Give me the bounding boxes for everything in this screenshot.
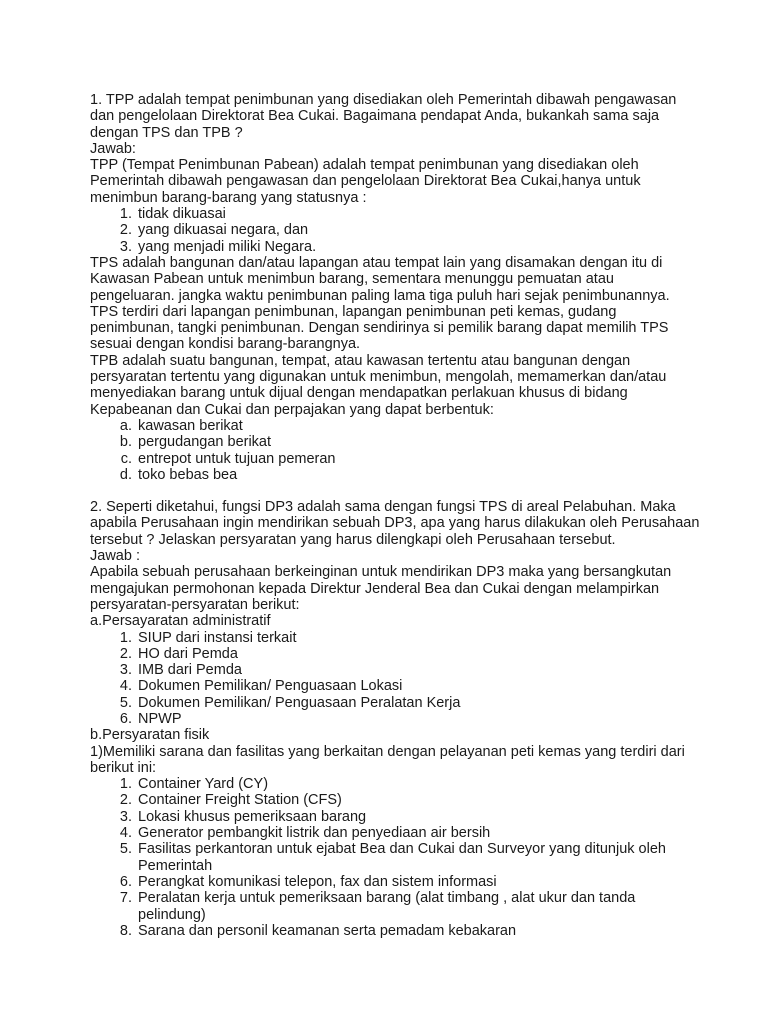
list-item-text: HO dari Pemda <box>138 645 238 662</box>
list-marker: 5. <box>119 841 132 858</box>
list-marker: c. <box>120 450 132 467</box>
list-marker: 3. <box>119 238 132 255</box>
list-marker: b. <box>119 434 132 451</box>
list-marker: 7. <box>119 890 132 907</box>
list-item-text: Dokumen Pemilikan/ Penguasaan Lokasi <box>138 678 403 695</box>
list-marker: 6. <box>119 710 132 727</box>
list-item <box>90 662 700 678</box>
list-item <box>90 890 700 923</box>
list-item <box>90 630 700 646</box>
list-marker: 1. <box>119 629 132 646</box>
physical-requirements-heading: b.Persyaratan fisik <box>90 727 210 744</box>
list-item <box>90 711 700 727</box>
list-item <box>90 451 700 467</box>
list-item <box>90 874 700 890</box>
list-item-text: Lokasi khusus pemeriksaan barang <box>138 808 367 825</box>
list-marker: 4. <box>119 825 132 842</box>
list-item <box>90 434 700 450</box>
list-marker: 3. <box>119 808 132 825</box>
list-item <box>90 206 700 222</box>
list-marker: 2. <box>119 222 132 239</box>
list-item-text: Perangkat komunikasi telepon, fax dan sistem informasi <box>138 873 497 890</box>
list-item-text: SIUP dari instansi terkait <box>138 629 297 646</box>
list-item-text: toko bebas bea <box>138 466 238 483</box>
list-marker: 8. <box>119 922 132 939</box>
physical-requirements-intro: 1)Memiliki sarana dan fasilitas yang berkaitan dengan pelayanan peti kemas yang terdiri dari berikut ini: <box>90 743 685 776</box>
list-marker: 5. <box>119 694 132 711</box>
list-item <box>90 239 700 255</box>
list-marker: d. <box>119 466 132 483</box>
question-1: 1. TPP adalah tempat penimbunan yang disediakan oleh Pemerintah dibawah pengawasan dan pengelolaan Direktorat Bea Cukai. Bagaimana pendapat Anda, bukankah sama saja dengan TPS dan TPB ? <box>90 92 677 141</box>
paragraph-spacer <box>90 483 700 499</box>
list-item-text: Generator pembangkit listrik dan penyediaan air bersih <box>138 825 491 842</box>
list-marker: 6. <box>119 873 132 890</box>
tpp-definition: TPP (Tempat Penimbunan Pabean) adalah tempat penimbunan yang disediakan oleh Pemerintah dibawah pengawasan dan pengelolaan Direktorat Bea Cukai,hanya untuk menimbun barang-barang yang statusnya : <box>90 157 641 206</box>
list-item-text: tidak dikuasai <box>138 206 226 223</box>
admin-requirements-heading: a.Persayaratan administratif <box>90 613 271 630</box>
list-item-text: IMB dari Pemda <box>138 662 242 679</box>
list-item-text: yang menjadi miliki Negara. <box>138 238 317 255</box>
list-item-text: Sarana dan personil keamanan serta pemadam kebakaran <box>138 922 517 939</box>
list-item-text: pergudangan berikat <box>138 434 272 451</box>
question-2: 2. Seperti diketahui, fungsi DP3 adalah sama dengan fungsi TPS di areal Pelabuhan. Maka apabila Perusahaan ingin mendirikan sebuah DP3, apa yang harus dilakukan oleh Perusahaan tersebut ? Jelaskan persyaratan yang harus dilengkapi oleh Perusahaan tersebut. <box>90 499 700 548</box>
list-item <box>90 646 700 662</box>
tps-definition: TPS adalah bangunan dan/atau lapangan atau tempat lain yang disamakan dengan itu di Kawasan Pabean untuk menimbun barang, sementara menunggu pemuatan atau pengeluaran. jangka waktu penimbunan paling lama tiga puluh hari sejak penimbunannya. TPS terdiri dari lapangan penimbunan, lapangan penimbunan peti kemas, gudang penimbunan, tangki penimbunan. Dengan sendirinya si pemilik barang dapat memilih TPS sesuai dengan kondisi barang-barangnya. <box>90 254 670 353</box>
list-marker: 1. <box>119 776 132 793</box>
admin-requirements-list <box>90 630 700 728</box>
list-item <box>90 678 700 694</box>
answer-label-2: Jawab : <box>90 548 140 565</box>
list-item-text: Container Yard (CY) <box>138 776 269 793</box>
list-item-text: Dokumen Pemilikan/ Penguasaan Peralatan Kerja <box>138 694 461 711</box>
list-marker: 4. <box>119 678 132 695</box>
tpb-forms-list <box>90 418 700 483</box>
list-marker: 2. <box>119 792 132 809</box>
list-item <box>90 467 700 483</box>
list-marker: 3. <box>119 662 132 679</box>
list-item <box>90 841 700 874</box>
list-marker: 2. <box>119 645 132 662</box>
list-item <box>90 923 700 939</box>
list-item-text: Fasilitas perkantoran untuk ejabat Bea dan Cukai dan Surveyor yang ditunjuk oleh Pemerintah <box>138 841 666 874</box>
list-marker: 1. <box>119 206 132 223</box>
list-item <box>90 776 700 792</box>
list-item-text: Peralatan kerja untuk pemeriksaan barang (alat timbang , alat ukur dan tanda pelindung) <box>138 890 636 923</box>
list-item <box>90 825 700 841</box>
list-item <box>90 418 700 434</box>
dp3-answer-intro: Apabila sebuah perusahaan berkeinginan untuk mendirikan DP3 maka yang bersangkutan mengajukan permohonan kepada Direktur Jenderal Bea dan Cukai dengan melampirkan persyaratan-persyaratan berikut: <box>90 564 672 613</box>
tpb-definition: TPB adalah suatu bangunan, tempat, atau kawasan tertentu atau bangunan dengan persyaratan tertentu yang digunakan untuk menimbun, mengolah, memamerkan dan/atau menyediakan barang untuk dijual dengan mendapatkan perlakuan khusus di bidang Kepabeanan dan Cukai dan perpajakan yang dapat berbentuk: <box>90 352 667 418</box>
answer-label-1: Jawab: <box>90 140 136 157</box>
list-item-text: NPWP <box>138 710 182 727</box>
list-item <box>90 792 700 808</box>
list-marker: a. <box>119 417 132 434</box>
physical-requirements-list <box>90 776 700 939</box>
document-page <box>90 92 700 939</box>
list-item <box>90 809 700 825</box>
tpp-status-list <box>90 206 700 255</box>
list-item-text: Container Freight Station (CFS) <box>138 792 342 809</box>
list-item-text: entrepot untuk tujuan pemeran <box>138 450 336 467</box>
list-item <box>90 222 700 238</box>
list-item-text: kawasan berikat <box>138 417 243 434</box>
list-item-text: yang dikuasai negara, dan <box>138 222 309 239</box>
list-item <box>90 695 700 711</box>
